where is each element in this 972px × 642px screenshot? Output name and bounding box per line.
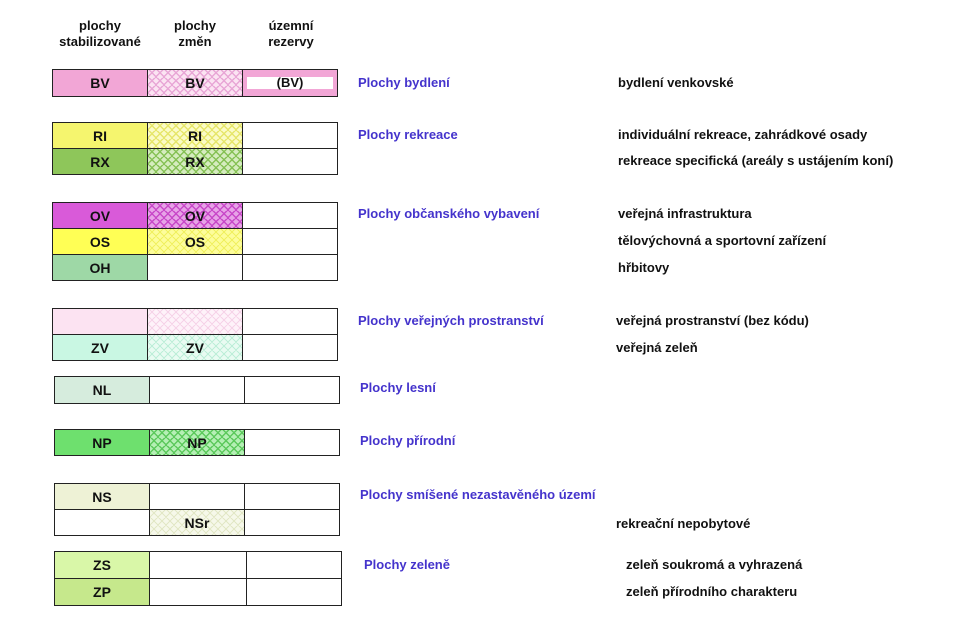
group-prirodni: Plochy přírodní xyxy=(360,433,456,448)
cell-pv-rez xyxy=(242,308,338,335)
cell-nsr-rez xyxy=(244,509,340,536)
cell-np-zmen: NP xyxy=(149,429,245,456)
cell-bv-stab: BV xyxy=(52,69,148,97)
group-obcanske-vybaveni: Plochy občanského vybavení xyxy=(358,206,540,221)
header-stabilized: plochy stabilizované xyxy=(59,18,141,49)
cell-oh-stab: OH xyxy=(52,254,148,281)
cell-np-rez xyxy=(244,429,340,456)
group-smisene: Plochy smíšené nezastavěného území xyxy=(360,487,596,502)
cell-rx-rez xyxy=(242,148,338,175)
cell-oh-rez xyxy=(242,254,338,281)
cell-pv-stab xyxy=(52,308,148,335)
desc-rekreace-specificka: rekreace specifická (areály s ustájením koní) xyxy=(618,153,894,168)
desc-individualni-rekreace: individuální rekreace, zahrádkové osady xyxy=(618,127,868,142)
desc-verejna-prostranstvi: veřejná prostranství (bez kódu) xyxy=(616,313,809,328)
cell-bv-zmen: BV xyxy=(147,69,243,97)
cell-rx-zmen: RX xyxy=(147,148,243,175)
cell-ns-rez xyxy=(244,483,340,510)
cell-zs-zmen xyxy=(149,551,247,579)
desc-zelen-soukroma: zeleň soukromá a vyhrazená xyxy=(626,557,803,572)
group-bydleni: Plochy bydlení xyxy=(358,75,450,90)
cell-pv-zmen xyxy=(147,308,243,335)
cell-ov-stab: OV xyxy=(52,202,148,229)
desc-bydleni-venkovske: bydlení venkovské xyxy=(618,75,734,90)
cell-zv-stab: ZV xyxy=(52,334,148,361)
header-changes: plochy změn xyxy=(174,18,216,49)
group-zelene: Plochy zeleně xyxy=(364,557,450,572)
cell-ri-zmen: RI xyxy=(147,122,243,149)
cell-zp-rez xyxy=(246,578,342,606)
cell-nsr-zmen: NSr xyxy=(149,509,245,536)
desc-rekreacni-nepobytove: rekreační nepobytové xyxy=(616,516,751,531)
cell-os-stab: OS xyxy=(52,228,148,255)
cell-ns-zmen xyxy=(149,483,245,510)
reserve-label: (BV) xyxy=(247,77,334,89)
cell-rx-stab: RX xyxy=(52,148,148,175)
cell-ov-rez xyxy=(242,202,338,229)
cell-zv-zmen: ZV xyxy=(147,334,243,361)
cell-zv-rez xyxy=(242,334,338,361)
cell-zp-stab: ZP xyxy=(54,578,150,606)
desc-zelen-prirodniho-charakteru: zeleň přírodního charakteru xyxy=(626,584,798,599)
cell-zp-zmen xyxy=(149,578,247,606)
cell-ri-rez xyxy=(242,122,338,149)
cell-ns-stab: NS xyxy=(54,483,150,510)
desc-verejna-infrastruktura: veřejná infrastruktura xyxy=(618,206,752,221)
cell-nl-zmen xyxy=(149,376,245,404)
cell-ri-stab: RI xyxy=(52,122,148,149)
cell-ov-zmen: OV xyxy=(147,202,243,229)
group-rekreace: Plochy rekreace xyxy=(358,127,458,142)
cell-oh-zmen xyxy=(147,254,243,281)
cell-os-zmen: OS xyxy=(147,228,243,255)
cell-zs-rez xyxy=(246,551,342,579)
desc-hrbitovy: hřbitovy xyxy=(618,260,670,275)
desc-telovychovna: tělovýchovná a sportovní zařízení xyxy=(618,233,827,248)
cell-nsr-stab xyxy=(54,509,150,536)
cell-np-stab: NP xyxy=(54,429,150,456)
header-reserves: územní rezervy xyxy=(268,18,314,49)
cell-nl-stab: NL xyxy=(54,376,150,404)
cell-bv-rez xyxy=(242,69,338,97)
desc-verejna-zelen: veřejná zeleň xyxy=(616,340,698,355)
cell-os-rez xyxy=(242,228,338,255)
cell-nl-rez xyxy=(244,376,340,404)
group-lesni: Plochy lesní xyxy=(360,380,436,395)
cell-zs-stab: ZS xyxy=(54,551,150,579)
group-verejna-prostranstvi: Plochy veřejných prostranství xyxy=(358,313,544,328)
